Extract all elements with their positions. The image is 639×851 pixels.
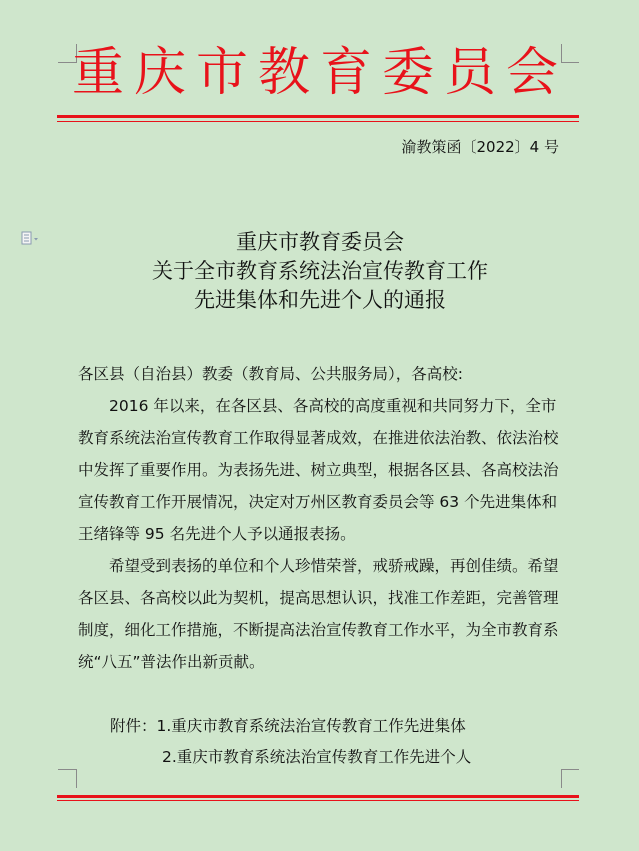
paragraph-1: 2016 年以来，在各区县、各高校的高度重视和共同努力下，全市教育系统法治宣传教育工作取得显著成效，在推进依法治教、依法治校中发挥了重要作用。为表扬先进、树立典型，根据各区县、各高校法治宣传教育工作开展情况，决定对万州区教育委员会等 63 个先进集体和王绪锋等 95 名先进个人予以通报表扬。 [78, 397, 559, 543]
header-rule-thick [57, 115, 579, 118]
document-title [60, 228, 580, 315]
attachment-1: 附件：1.重庆市教育系统法治宣传教育工作先进集体 [110, 717, 466, 735]
crop-mark-bottom-left-v [76, 769, 77, 788]
title-line-1: 重庆市教育委员会 [236, 230, 404, 254]
attachments [110, 711, 471, 773]
footer-rule-thick [57, 795, 579, 798]
attachment-2: 2.重庆市教育系统法治宣传教育工作先进个人 [162, 748, 472, 766]
crop-mark-bottom-right-h [561, 769, 579, 770]
document-number: 渝教策函〔2022〕4 号 [401, 138, 559, 156]
title-line-3: 先进集体和先进个人的通报 [194, 288, 446, 312]
header-rule-thin [57, 121, 579, 122]
document-paste-icon[interactable] [21, 231, 39, 247]
paragraph-2: 希望受到表扬的单位和个人珍惜荣誉，戒骄戒躁，再创佳绩。希望各区县、各高校以此为契机，提高思想认识，找准工作差距，完善管理制度，细化工作措施，不断提高法治宣传教育工作水平，为全市教育系统“八五”普法作出新贡献。 [78, 557, 559, 671]
org-title: 重庆市教育委员会 [71, 43, 568, 103]
document-body [78, 358, 564, 678]
crop-mark-bottom-right-v [561, 769, 562, 788]
footer-rule-thin [57, 800, 579, 801]
salutation: 各区县（自治县）教委（教育局、公共服务局），各高校: [78, 365, 463, 383]
title-line-2: 关于全市教育系统法治宣传教育工作 [152, 259, 488, 283]
crop-mark-bottom-left-h [58, 769, 76, 770]
